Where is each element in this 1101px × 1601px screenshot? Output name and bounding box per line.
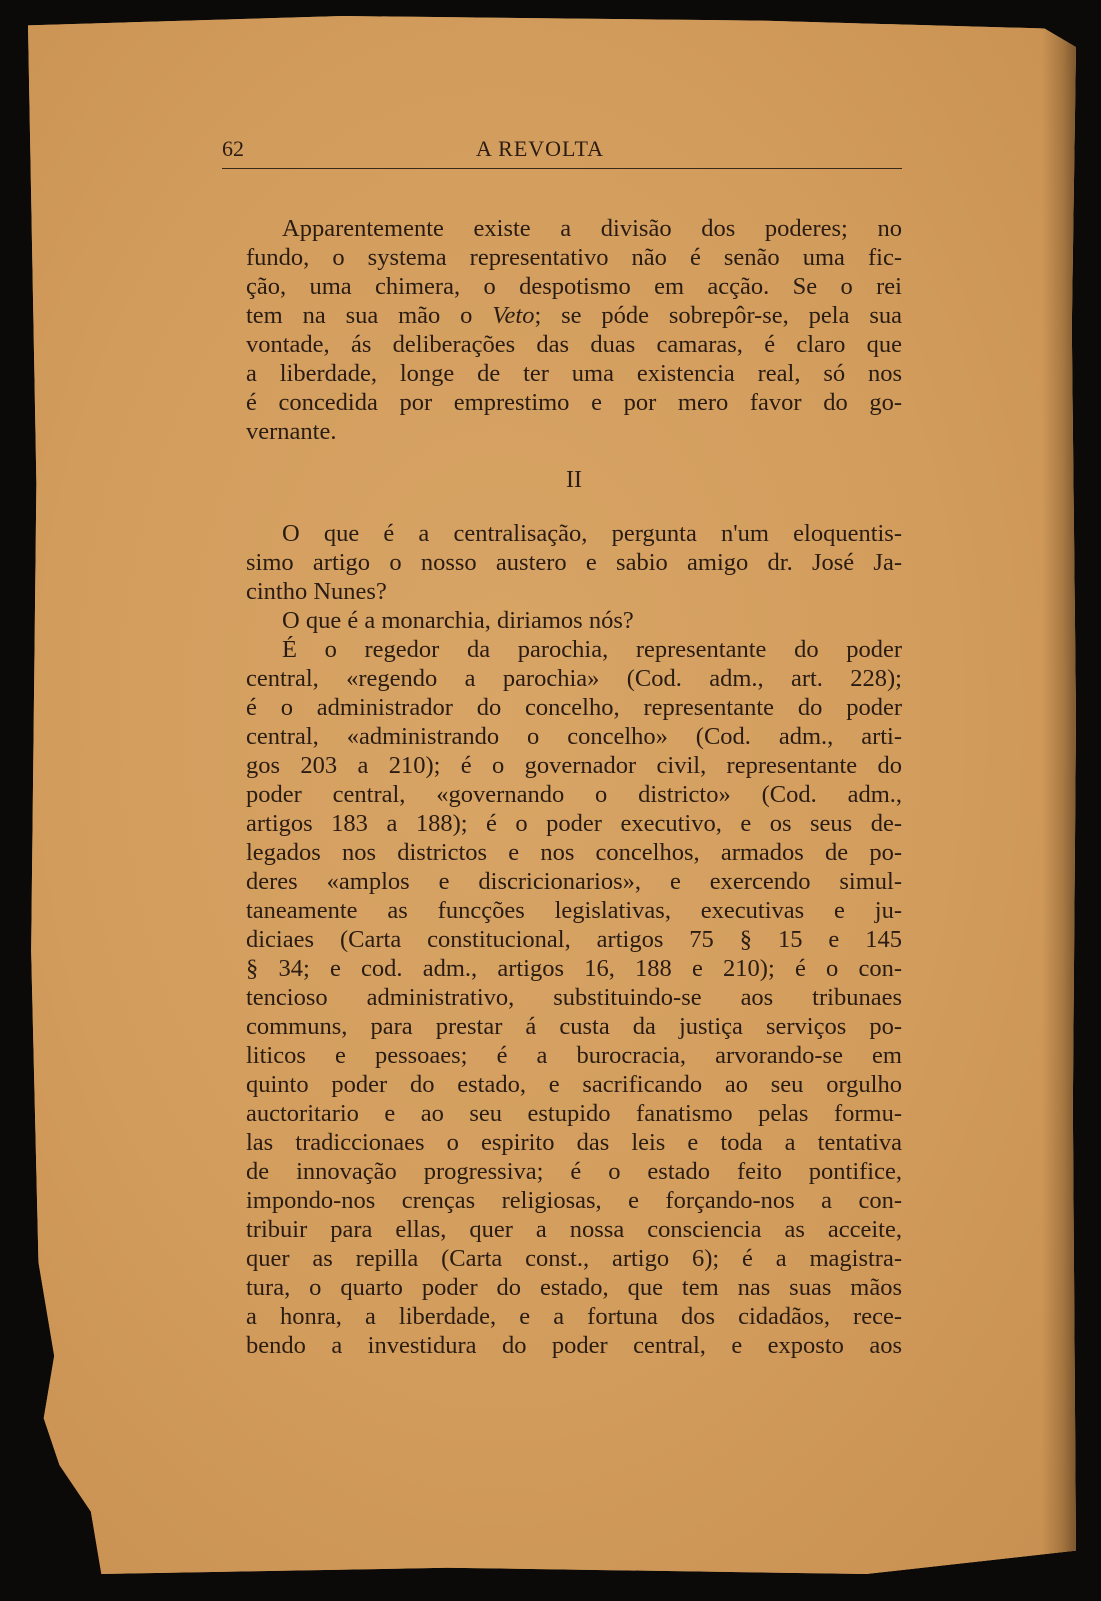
text-line: Apparentemente existe a divisão dos poderes; no	[282, 215, 902, 242]
text-line: tribuir para ellas, quer a nossa consciencia as acceite,	[246, 1216, 902, 1243]
running-title: A REVOLTA	[476, 136, 605, 161]
text-line: é concedida por emprestimo e por mero favor do go-	[246, 389, 902, 416]
page-spine-shadow	[1042, 16, 1076, 1574]
text-line: de innovação progressiva; é o estado feito pontifice,	[246, 1158, 902, 1185]
text-line: a liberdade, longe de ter uma existencia real, só nos	[246, 360, 902, 387]
section-heading: II	[566, 467, 582, 493]
text-line: communs, para prestar á custa da justiça serviços po-	[246, 1013, 902, 1040]
text-line: las tradiccionaes o espirito das leis e toda a tentativa	[246, 1129, 902, 1156]
text-line: gos 203 a 210); é o governador civil, representante do	[246, 752, 902, 779]
page-number: 62	[222, 136, 244, 161]
text-line: liticos e pessoaes; é a burocracia, arvorando-se em	[246, 1042, 902, 1069]
text-line: a honra, a liberdade, e a fortuna dos cidadãos, rece-	[246, 1303, 902, 1330]
text-line: auctoritario e ao seu estupido fanatismo pelas formu-	[246, 1100, 902, 1127]
text-line: poder central, «governando o districto» (Cod. adm.,	[246, 781, 902, 808]
text-line: vernante.	[246, 418, 337, 445]
text-line: cintho Nunes?	[246, 578, 387, 605]
text-line: central, «administrando o concelho» (Cod. adm., arti-	[246, 723, 902, 750]
text-line: legados nos districtos e nos concelhos, armados de po-	[246, 839, 902, 866]
text-line: § 34; e cod. adm., artigos 16, 188 e 210); é o con-	[246, 955, 902, 982]
text-line: taneamente as funcções legislativas, executivas e ju-	[246, 897, 902, 924]
header-rule	[222, 168, 902, 169]
text-line: vontade, ás deliberações das duas camaras, é claro que	[246, 331, 902, 358]
text-line: tem na sua mão o Veto; se póde sobrepôr-se, pela sua	[246, 302, 902, 329]
text-line: é o administrador do concelho, representante do poder	[246, 694, 902, 721]
text-line: simo artigo o nosso austero e sabio amigo dr. José Ja-	[246, 549, 902, 576]
text-line: quer as repilla (Carta const., artigo 6); é a magistra-	[246, 1245, 902, 1272]
text-line: quinto poder do estado, e sacrificando ao seu orgulho	[246, 1071, 902, 1098]
text-line: tura, o quarto poder do estado, que tem nas suas mãos	[246, 1274, 902, 1301]
text-line: O que é a monarchia, diriamos nós?	[282, 607, 634, 634]
text-line: bendo a investidura do poder central, e exposto aos	[246, 1332, 902, 1359]
text-line: diciaes (Carta constitucional, artigos 75 § 15 e 145	[246, 926, 902, 953]
text-line: deres «amplos e discricionarios», e exercendo simul-	[246, 868, 902, 895]
text-line: O que é a centralisação, pergunta n'um eloquentis-	[282, 520, 902, 547]
text-line: artigos 183 a 188); é o poder executivo, e os seus de-	[246, 810, 902, 837]
text-line: fundo, o systema representativo não é senão uma fic-	[246, 244, 902, 271]
text-line: ção, uma chimera, o despotismo em acção. Se o rei	[246, 273, 902, 300]
page-header	[222, 136, 902, 172]
text-line: impondo-nos crenças religiosas, e forçando-nos a con-	[246, 1187, 902, 1214]
body-text	[246, 214, 902, 1360]
text-line-veto	[246, 301, 902, 330]
text-line: tencioso administrativo, substituindo-se aos tribunaes	[246, 984, 902, 1011]
text-line: É o regedor da parochia, representante do poder	[282, 636, 902, 663]
text-line: central, «regendo a parochia» (Cod. adm., art. 228);	[246, 665, 902, 692]
